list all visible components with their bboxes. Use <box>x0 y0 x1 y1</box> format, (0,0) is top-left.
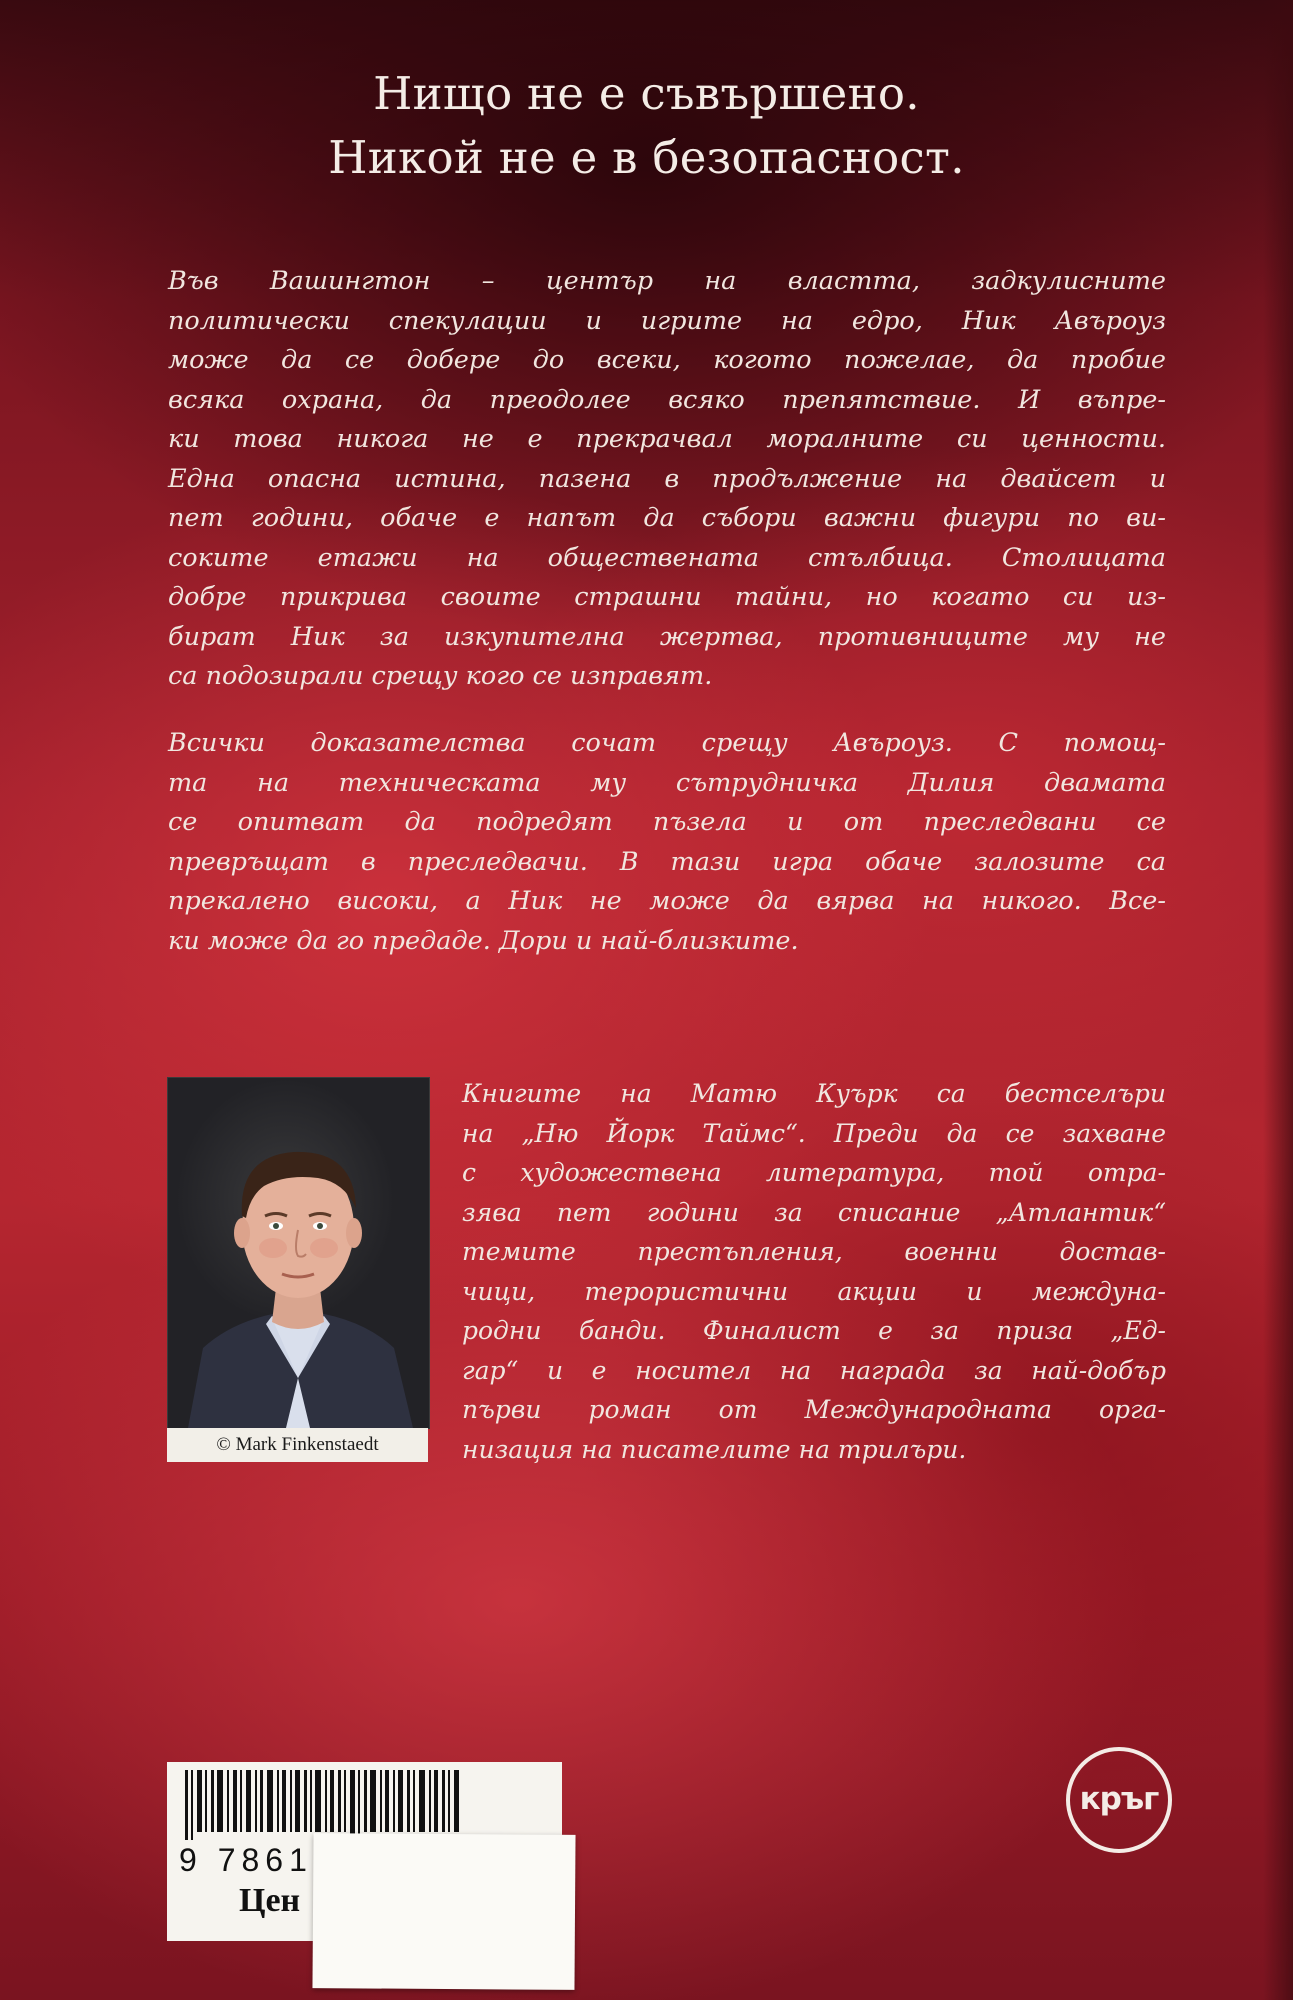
text-line: политически спекулации и игрите на едро, Ник Авъроуз <box>168 305 1166 336</box>
description-paragraph-1 <box>168 262 1166 697</box>
tagline-line-1: Нищо не е съвършено. <box>373 67 920 120</box>
author-bio <box>462 1074 1166 1469</box>
text-line: ки може да го предаде. Дори и най-близките. <box>168 925 799 956</box>
tagline <box>0 62 1293 190</box>
cover-edge-shadow <box>1263 0 1293 2000</box>
paper-sticker <box>312 1833 575 1990</box>
text-line: първи роман от Международната орга- <box>462 1395 1166 1424</box>
price-label: Цен <box>239 1882 301 1919</box>
text-line: бират Ник за изкупителна жертва, противниците му не <box>168 621 1166 652</box>
barcode-bars <box>167 1762 562 1842</box>
text-line: на „Ню Йорк Таймс“. Преди да се захване <box>462 1118 1166 1148</box>
isbn-digits: 9 7861 <box>179 1842 313 1878</box>
text-line: пет години, обаче е напът да събори важни фигури по ви- <box>168 503 1166 533</box>
text-line: зява пет години за списание „Атлантик“ <box>462 1197 1166 1227</box>
text-line: превръщат в преследвачи. В тази игра обаче залозите са <box>168 846 1166 877</box>
text-line: соките етажи на обществената стълбица. Столицата <box>168 542 1166 573</box>
text-line: се опитват да подредят пъзела и от преследвани се <box>168 807 1166 837</box>
publisher-logo: кръг <box>1066 1747 1172 1853</box>
text-line: Във Вашингтон – център на властта, задкулисните <box>168 266 1166 296</box>
text-line: темите престъпления, военни достав- <box>462 1237 1166 1266</box>
text-line: Книгите на Матю Куърк са бестселъри <box>462 1079 1166 1108</box>
tagline-line-2: Никой не е в безопасност. <box>328 131 965 184</box>
text-line: Една опасна истина, пазена в продължение на двайсет и <box>168 463 1166 494</box>
text-line: ки това никога не е прекрачвал моралните си ценности. <box>168 424 1166 454</box>
description-paragraph-2 <box>168 724 1166 961</box>
text-line: с художествена литература, той отра- <box>462 1158 1166 1187</box>
text-line: Всички доказателства сочат срещу Авъроуз. С помощ- <box>168 728 1166 758</box>
text-line: може да се добере до всеки, когото пожелае, да пробие <box>168 345 1166 375</box>
text-line: прекалено високи, а Ник не може да вярва на никого. Все- <box>168 886 1166 916</box>
text-line: всяка охрана, да преодолее всяко препятствие. И въпре- <box>168 384 1166 415</box>
photo-credit: © Mark Finkenstaedt <box>167 1428 428 1462</box>
text-line: добре прикрива своите страшни тайни, но когато си из- <box>168 582 1166 612</box>
text-line: родни банди. Финалист е за приза „Ед- <box>462 1316 1166 1345</box>
text-line: та на техническата му сътрудничка Дилия двамата <box>168 767 1166 798</box>
author-photo <box>167 1077 430 1429</box>
text-line: чици, терористични акции и междуна- <box>462 1276 1166 1306</box>
text-line: низация на писателите на трилъри. <box>462 1434 967 1464</box>
text-line: гар“ и е носител на награда за най-добър <box>462 1355 1166 1385</box>
text-line: са подозирали срещу кого се изправят. <box>168 661 713 691</box>
